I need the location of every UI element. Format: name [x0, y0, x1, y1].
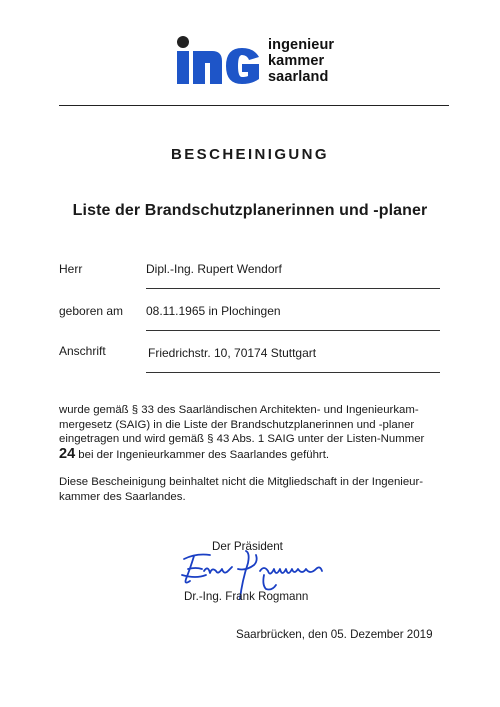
body-line-1: wurde gemäß § 33 des Saarländischen Architekten- und Ingenieurkam- — [59, 404, 419, 416]
field-label-herr: Herr — [59, 262, 83, 276]
logo-line-3: saarland — [268, 69, 329, 85]
field-underline — [146, 288, 440, 289]
field-underline — [146, 372, 440, 373]
field-label-birth: geboren am — [59, 304, 124, 318]
field-value-birth: 08.11.1965 in Plochingen — [146, 304, 281, 318]
logo-dot — [177, 36, 189, 48]
body-line-2: mergesetz (SAIG) in die Liste der Brandschutzplanerinnen und -planer — [59, 418, 415, 431]
body-line-4 — [59, 447, 454, 463]
logo-letter-g — [226, 48, 259, 84]
field-value-address: Friedrichstr. 10, 70174 Stuttgart — [148, 346, 317, 360]
logo-wordmark — [268, 37, 334, 85]
logo-letter-n — [193, 51, 222, 84]
document-heading: BESCHEINIGUNG — [171, 146, 329, 163]
note-line-1: Diese Bescheinigung beinhaltet nicht die Mitgliedschaft in der Ingenieur- — [59, 476, 424, 488]
field-underline — [146, 330, 440, 331]
header-divider — [59, 105, 449, 106]
ing-logo-mark — [176, 35, 260, 85]
logo-letter-i — [177, 51, 189, 84]
note-paragraph — [59, 475, 454, 504]
ing-saarland-logo — [176, 35, 346, 87]
field-value-name: Dipl.-Ing. Rupert Wendorf — [146, 262, 282, 276]
body-paragraph — [59, 403, 454, 462]
logo-line-1: ingenieur — [268, 37, 335, 53]
body-line-4-text: bei der Ingenieurkammer des Saarlandes geführt. — [75, 448, 330, 461]
signatory-role: Der Präsident — [212, 540, 283, 553]
place-and-date: Saarbrücken, den 05. Dezember 2019 — [236, 628, 433, 641]
signatory-name: Dr.-Ing. Frank Rogmann — [184, 590, 309, 603]
list-number: 24 — [59, 445, 76, 462]
note-line-2: kammer des Saarlandes. — [59, 490, 186, 503]
document-subtitle: Liste der Brandschutzplanerinnen und -planer — [72, 202, 428, 219]
field-label-address: Anschrift — [59, 344, 106, 358]
logo-line-2: kammer — [268, 53, 325, 69]
body-line-3: eingetragen und wird gemäß § 43 Abs. 1 SAIG unter der Listen-Nummer — [59, 433, 425, 446]
